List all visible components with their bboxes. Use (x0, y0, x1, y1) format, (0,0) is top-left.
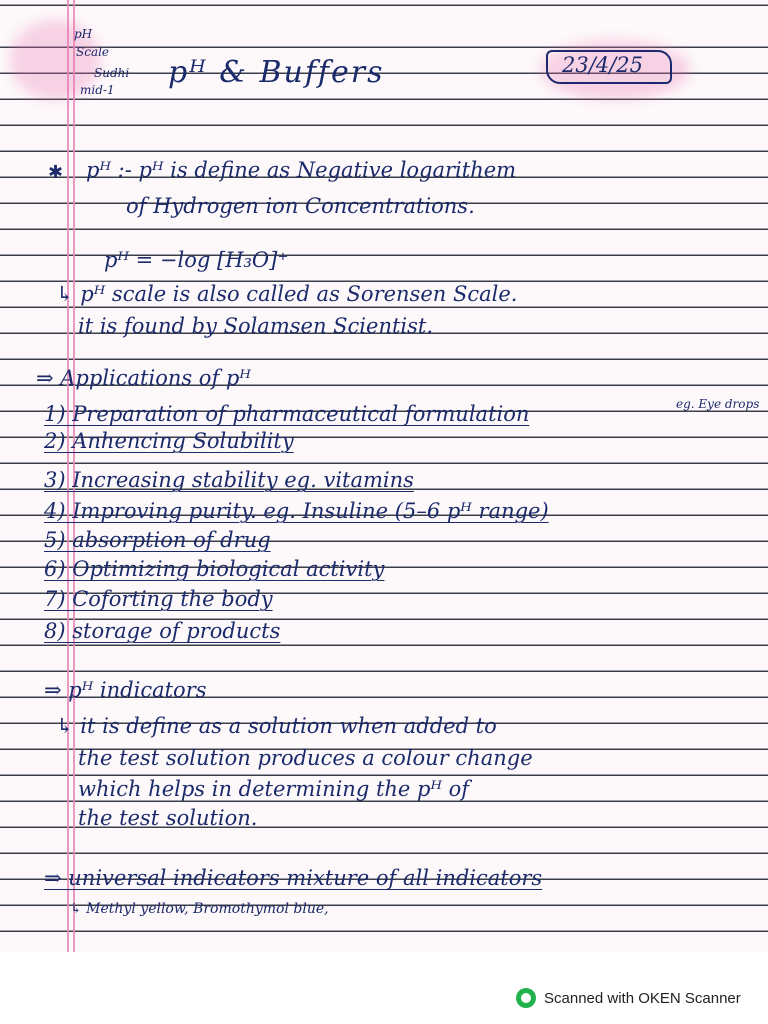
definition-line: pᴴ :- pᴴ is define as Negative logarithem (86, 158, 517, 182)
list-item: 1) Preparation of pharmaceutical formulation (44, 402, 530, 426)
scanner-label: Scanned with OKEN Scanner (544, 989, 741, 1007)
definition-line: ↳ pᴴ scale is also called as Sorensen Scale. (56, 282, 518, 306)
list-item: 2) Anhencing Solubility (44, 429, 294, 453)
star-bullet-icon: ✱ (48, 162, 64, 183)
definition-line: of Hydrogen ion Concentrations. (126, 194, 475, 218)
margin-note: mid-1 (80, 83, 115, 97)
margin-note: pH (74, 27, 93, 41)
section-heading: ⇒ Applications of pᴴ (36, 366, 251, 390)
body-line: ↳ it is define as a solution when added to (56, 714, 497, 738)
list-item: 7) Coforting the body (44, 587, 273, 611)
definition-line: it is found by Solamsen Scientist. (78, 314, 434, 338)
side-note: ↳ Methyl yellow, Bromothymol blue, (70, 901, 329, 917)
page-title: pᴴ & Buffers (168, 55, 385, 90)
body-line: the test solution. (78, 806, 258, 830)
list-item: 5) absorption of drug (44, 528, 271, 552)
scanner-watermark (516, 988, 741, 1008)
list-item: 8) storage of products (44, 619, 281, 643)
ph-formula: pᴴ = −log [H₃O]⁺ (104, 248, 289, 272)
list-item: 4) Improving purity. eg. Insuline (5–6 pᴴ range) (44, 499, 549, 523)
page-date: 23/4/25 (562, 53, 643, 77)
margin-note: Sudhi (94, 66, 130, 80)
list-item: 3) Increasing stability eg. vitamins (44, 468, 414, 492)
body-line: the test solution produces a colour change (78, 746, 533, 770)
section-heading: ⇒ pᴴ indicators (44, 678, 207, 702)
section-heading: ⇒ universal indicators mixture of all indicators (44, 866, 543, 890)
side-note: eg. Eye drops (676, 397, 760, 411)
oken-scanner-logo-icon (516, 988, 536, 1008)
margin-note: Scale (76, 45, 110, 59)
list-item: 6) Optimizing biological activity (44, 557, 385, 581)
body-line: which helps in determining the pᴴ of (78, 777, 470, 801)
